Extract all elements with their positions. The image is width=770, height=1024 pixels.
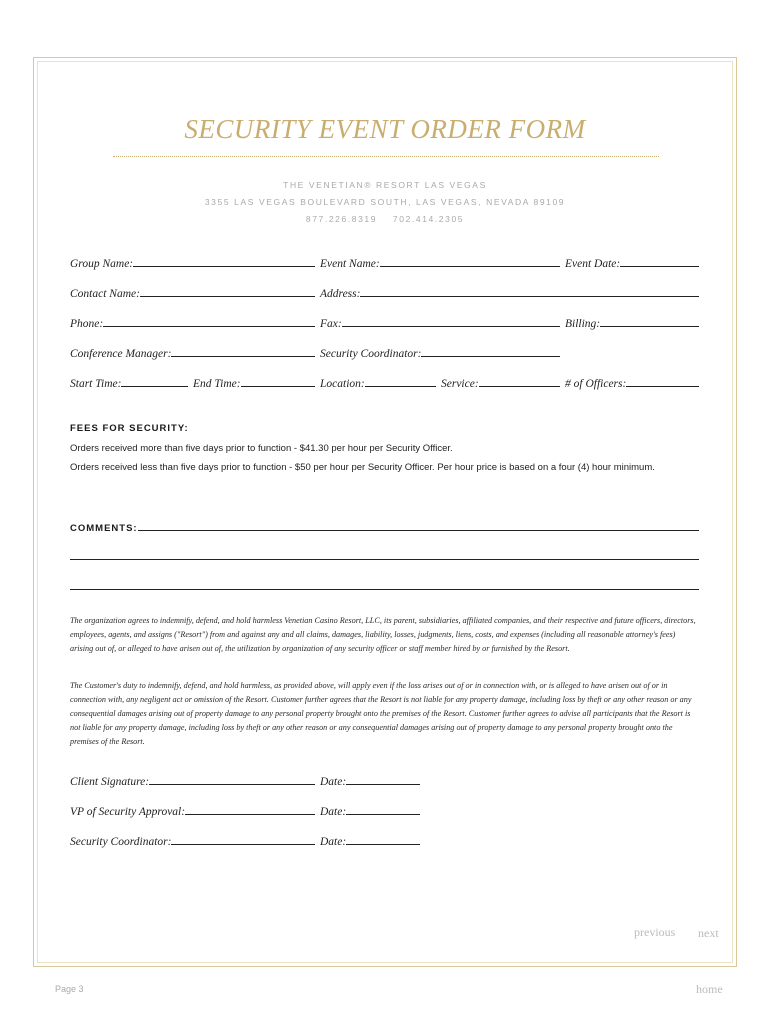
billing-line[interactable] — [600, 326, 699, 327]
phone-field[interactable] — [70, 312, 315, 330]
fax-field[interactable] — [320, 312, 560, 330]
contact-name-line[interactable] — [140, 296, 315, 297]
coordinator-signature-line[interactable] — [171, 844, 315, 845]
home-link[interactable]: home — [696, 982, 723, 996]
conference-manager-line[interactable] — [171, 356, 315, 357]
fees-line-2: Orders received less than five days prior to function - $50 per hour per Security Officer. Per hour price is based on a four (4) hour minimum. — [70, 462, 655, 473]
client-signature-line[interactable] — [149, 784, 315, 785]
conference-manager-field[interactable] — [70, 342, 315, 360]
event-date-label: Event Date: — [565, 258, 621, 270]
vp-date-label: Date: — [320, 806, 347, 818]
customer-duty-paragraph: The Customer's duty to indemnify, defend, and hold harmless, as provided above, will apply even if the loss arises out of or in connection with, or is alleged to have arisen out of or in connection with, any negligent act or omission of the Resort. Customer further agrees that the Resort is not liable for any property damage, including loss by theft or any other reason or any consequential damages arising out of property damage to any personal property brought onto the premises of the Resort. Customer further agrees to advise all participants that the Resort is not liable for any property damage, including loss by theft or any other reason or any consequential damages arising out of property damage to any personal property brought onto the premises of the Resort. — [70, 681, 692, 746]
contact-name-label: Contact Name: — [70, 288, 140, 300]
location-field[interactable] — [320, 372, 436, 390]
address-label: Address: — [320, 288, 361, 300]
previous-link[interactable]: previous — [634, 925, 676, 939]
vp-date-line[interactable] — [346, 814, 420, 815]
vp-approval-line[interactable] — [185, 814, 315, 815]
start-time-field[interactable] — [70, 372, 188, 390]
client-signature-label: Client Signature: — [70, 776, 150, 788]
service-line[interactable] — [479, 386, 560, 387]
security-coordinator-label: Security Coordinator: — [320, 348, 422, 360]
conference-manager-label: Conference Manager: — [70, 348, 172, 360]
coordinator-date-line[interactable] — [346, 844, 420, 845]
billing-field[interactable] — [565, 312, 699, 330]
vp-approval-field[interactable] — [70, 800, 315, 818]
form-title: SECURITY EVENT ORDER FORM — [184, 114, 586, 144]
fees-heading: FEES FOR SECURITY: — [70, 423, 189, 434]
address-line[interactable] — [360, 296, 699, 297]
event-date-field[interactable] — [565, 252, 699, 270]
security-coordinator-line[interactable] — [421, 356, 560, 357]
end-time-label: End Time: — [193, 378, 241, 390]
vp-date-field[interactable] — [320, 800, 420, 818]
service-field[interactable] — [441, 372, 560, 390]
billing-label: Billing: — [565, 318, 601, 330]
phone-label: Phone: — [70, 318, 104, 330]
comments-line-2[interactable] — [70, 559, 699, 560]
security-coordinator-field[interactable] — [320, 342, 560, 360]
fees-line-1: Orders received more than five days prior to function - $41.30 per hour per Security Officer. — [70, 443, 453, 454]
event-date-line[interactable] — [620, 266, 699, 267]
comments-label: COMMENTS: — [70, 523, 138, 534]
client-date-line[interactable] — [346, 784, 420, 785]
coordinator-date-label: Date: — [320, 836, 347, 848]
venue-phones: 877.226.8319 702.414.2305 — [305, 214, 465, 224]
officers-field[interactable] — [565, 372, 699, 390]
end-time-line[interactable] — [241, 386, 315, 387]
venue-name: THE VENETIAN® RESORT LAS VEGAS — [283, 180, 487, 190]
client-date-field[interactable] — [320, 770, 420, 788]
end-time-field[interactable] — [193, 372, 315, 390]
coordinator-signature-field[interactable] — [70, 830, 315, 848]
location-label: Location: — [320, 378, 365, 390]
page-number: Page 3 — [55, 984, 84, 994]
event-name-field[interactable] — [320, 252, 560, 270]
comments-line-3[interactable] — [70, 589, 699, 590]
group-name-field[interactable] — [70, 252, 315, 270]
location-line[interactable] — [365, 386, 436, 387]
client-date-label: Date: — [320, 776, 347, 788]
coordinator-date-field[interactable] — [320, 830, 420, 848]
group-name-line[interactable] — [133, 266, 315, 267]
comments-field[interactable] — [70, 516, 699, 534]
address-field[interactable] — [320, 282, 699, 300]
service-label: Service: — [441, 378, 479, 390]
vp-approval-label: VP of Security Approval: — [70, 806, 186, 818]
officers-line[interactable] — [626, 386, 699, 387]
event-name-line[interactable] — [380, 266, 560, 267]
venue-address: 3355 LAS VEGAS BOULEVARD SOUTH, LAS VEGAS, NEVADA 89109 — [204, 197, 566, 207]
start-time-label: Start Time: — [70, 378, 122, 390]
next-link[interactable]: next — [698, 926, 719, 940]
start-time-line[interactable] — [121, 386, 188, 387]
coordinator-signature-label: Security Coordinator: — [70, 836, 172, 848]
officers-label: # of Officers: — [565, 378, 627, 390]
fax-label: Fax: — [320, 318, 342, 330]
group-name-label: Group Name: — [70, 258, 134, 270]
client-signature-field[interactable] — [70, 770, 315, 788]
event-name-label: Event Name: — [320, 258, 380, 270]
phone-line[interactable] — [103, 326, 315, 327]
fax-line[interactable] — [342, 326, 560, 327]
title-divider — [113, 156, 659, 157]
comments-line-1[interactable] — [138, 530, 699, 531]
indemnity-paragraph: The organization agrees to indemnify, defend, and hold harmless Venetian Casino Resort, LLC, its parent, subsidiaries, affiliated companies, and their respective and future officers, directors, employees, agents, and assigns ("Resort") from and against any and all claims, damages, liability, losses, judgments, liens, costs, and expenses (including all reasonable attorney's fees) arising out of, or alleged to have arisen out of, the utilization by organization of any security officer or staff member hired by or furnished by the Resort. — [70, 616, 696, 653]
contact-name-field[interactable] — [70, 282, 315, 300]
